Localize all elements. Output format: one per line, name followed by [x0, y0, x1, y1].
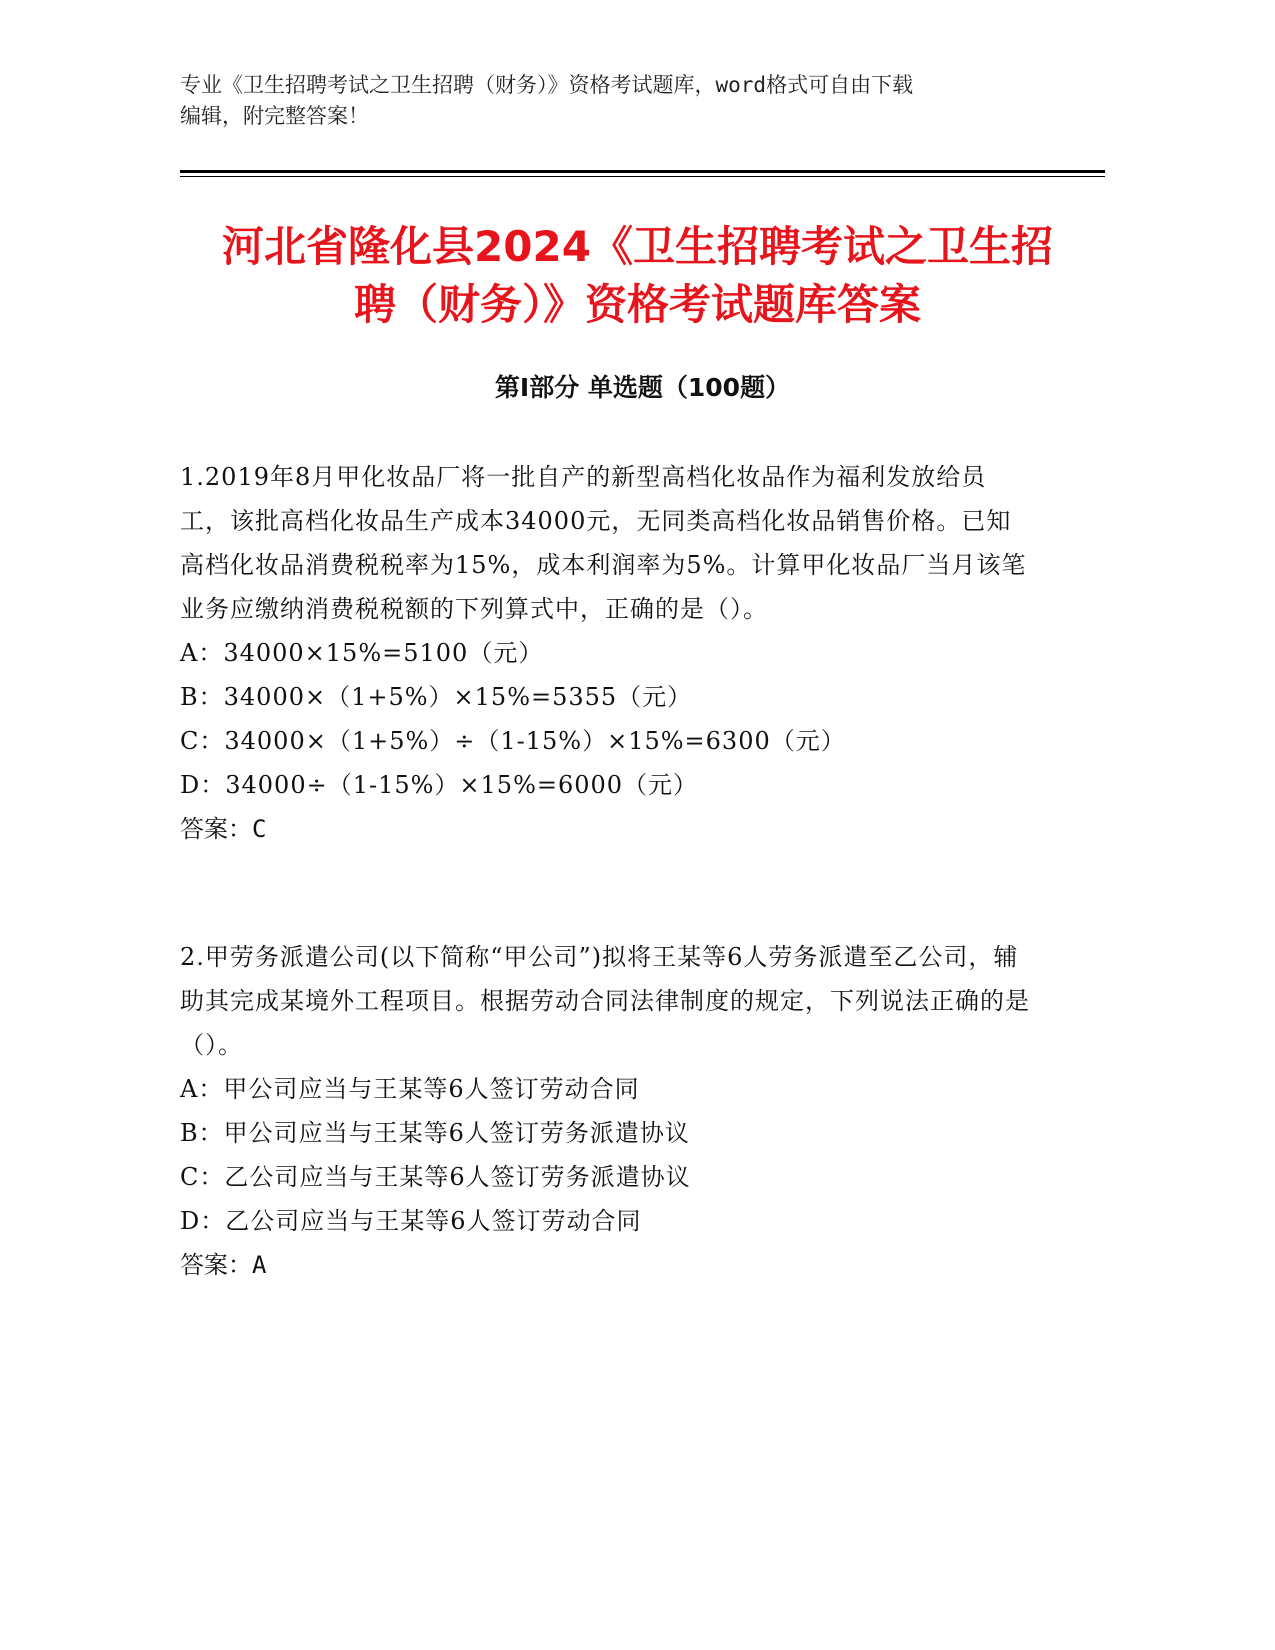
question-options	[180, 1067, 1030, 1243]
answer-line	[180, 807, 1030, 851]
option-b: B：甲公司应当与王某等6人签订劳务派遣协议	[180, 1119, 690, 1147]
header-rule-thin	[180, 176, 1105, 177]
question-1	[180, 455, 1030, 851]
answer-value: C	[252, 815, 267, 843]
document-title-line-1: 河北省隆化县2024《卫生招聘考试之卫生招	[222, 222, 1053, 271]
header-note	[180, 70, 1080, 132]
option-c: C：34000×（1+5%）÷（1-15%）×15%=6300（元）	[180, 727, 846, 755]
question-stem: 1.2019年8月甲化妆品厂将一批自产的新型高档化妆品作为福利发放给员工，该批高档化妆品生产成本34000元，无同类高档化妆品销售价格。已知高档化妆品消费税税率为15%，成本利润率为5%。计算甲化妆品厂当月该笔业务应缴纳消费税税额的下列算式中，正确的是（）。	[180, 463, 1027, 623]
section-title: 第Ⅰ部分 单选题（100题）	[494, 373, 791, 402]
answer-value: A	[252, 1251, 267, 1279]
answer-label: 答案：	[180, 815, 252, 843]
header-rule-thick	[180, 170, 1105, 173]
header-note-line-2: 编辑，附完整答案！	[180, 104, 369, 128]
option-a: A：34000×15%=5100（元）	[180, 639, 544, 667]
option-a: A：甲公司应当与王某等6人签订劳动合同	[180, 1075, 640, 1103]
option-d: D：乙公司应当与王某等6人签订劳动合同	[180, 1207, 642, 1235]
question-stem: 2.甲劳务派遣公司(以下简称“甲公司”)拟将王某等6人劳务派遣至乙公司，辅助其完成某境外工程项目。根据劳动合同法律制度的规定，下列说法正确的是（）。	[180, 943, 1030, 1059]
question-options	[180, 631, 1030, 807]
answer-label: 答案：	[180, 1251, 252, 1279]
document-title	[150, 218, 1125, 334]
document-title-line-2: 聘（财务）》资格考试题库答案	[353, 280, 921, 329]
answer-line	[180, 1243, 1030, 1287]
option-d: D：34000÷（1-15%）×15%=6000（元）	[180, 771, 699, 799]
option-c: C：乙公司应当与王某等6人签订劳务派遣协议	[180, 1163, 691, 1191]
header-note-line-1: 专业《卫生招聘考试之卫生招聘（财务）》资格考试题库，word格式可自由下载	[180, 73, 914, 97]
option-b: B：34000×（1+5%）×15%=5355（元）	[180, 683, 693, 711]
question-2	[180, 935, 1030, 1287]
